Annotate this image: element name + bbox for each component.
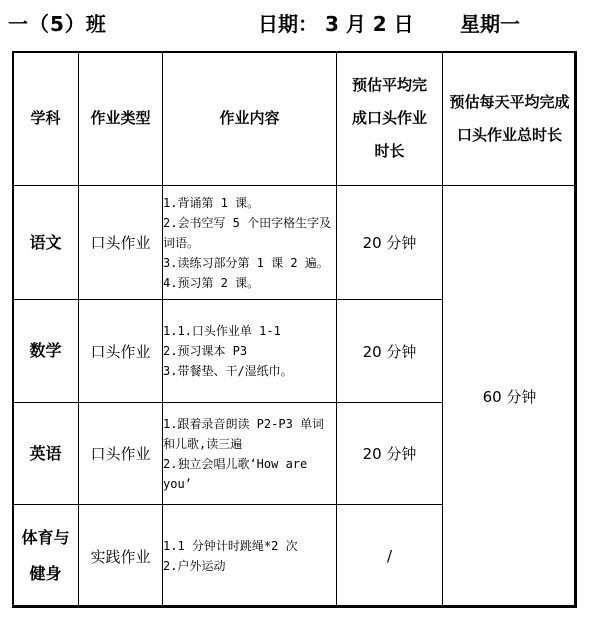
header-subject: 学科 xyxy=(13,52,79,186)
content-line: 2.会书空写 5 个田字格生字及词语。 xyxy=(163,215,332,250)
duration-cell: 20 分钟 xyxy=(337,186,443,300)
table-header-row xyxy=(13,52,577,186)
duration-cell: 20 分钟 xyxy=(337,300,443,403)
header-avg-duration xyxy=(337,52,443,186)
daily-total-cell: 60 分钟 xyxy=(443,186,577,608)
content-line: 3.读练习部分第 1 课 2 遍。 xyxy=(163,255,329,270)
content-line: 2.预习课本 P3 xyxy=(163,344,248,358)
subject-cell xyxy=(13,505,79,608)
subject-cell: 英语 xyxy=(13,403,79,505)
duration-cell: 20 分钟 xyxy=(337,403,443,505)
type-cell: 口头作业 xyxy=(79,403,163,505)
subject-cell-text: 体育与健身 xyxy=(21,528,70,583)
content-line: 3.带餐垫、干/湿纸巾。 xyxy=(163,364,293,378)
content-line: 1.跟着录音朗读 P2-P3 单词和儿歌,读三遍 xyxy=(163,416,325,451)
table-row xyxy=(13,186,577,300)
content-line: 4.预习第 2 课。 xyxy=(163,275,260,290)
header-avg-duration-text: 预估平均完成口头作业时长 xyxy=(351,76,427,160)
type-cell: 口头作业 xyxy=(79,300,163,403)
content-line: 2.独立会唱儿歌‘How are you’ xyxy=(163,456,308,491)
header-content: 作业内容 xyxy=(163,52,337,186)
homework-table xyxy=(12,51,577,608)
duration-cell: / xyxy=(337,505,443,608)
header-daily-total xyxy=(443,52,577,186)
content-cell xyxy=(163,186,337,300)
subject-cell: 语文 xyxy=(13,186,79,300)
content-cell xyxy=(163,505,337,608)
date-label: 日期： 3 月 2 日 xyxy=(258,12,414,36)
content-line: 1.1 分钟计时跳绳*2 次 xyxy=(163,539,298,553)
header-daily-total-text: 预估每天平均完成口头作业总时长 xyxy=(449,92,570,144)
content-cell xyxy=(163,403,337,505)
type-cell: 实践作业 xyxy=(79,505,163,608)
type-cell: 口头作业 xyxy=(79,186,163,300)
content-line: 1.1.口头作业单 1-1 xyxy=(163,324,281,338)
content-cell xyxy=(163,300,337,403)
content-line: 2.户外运动 xyxy=(163,559,226,573)
content-line: 1.背诵第 1 课。 xyxy=(163,195,260,210)
weekday-label: 星期一 xyxy=(460,12,520,36)
page-header xyxy=(0,8,590,36)
subject-cell: 数学 xyxy=(13,300,79,403)
header-type: 作业类型 xyxy=(79,52,163,186)
class-name: 一（5）班 xyxy=(8,12,107,36)
